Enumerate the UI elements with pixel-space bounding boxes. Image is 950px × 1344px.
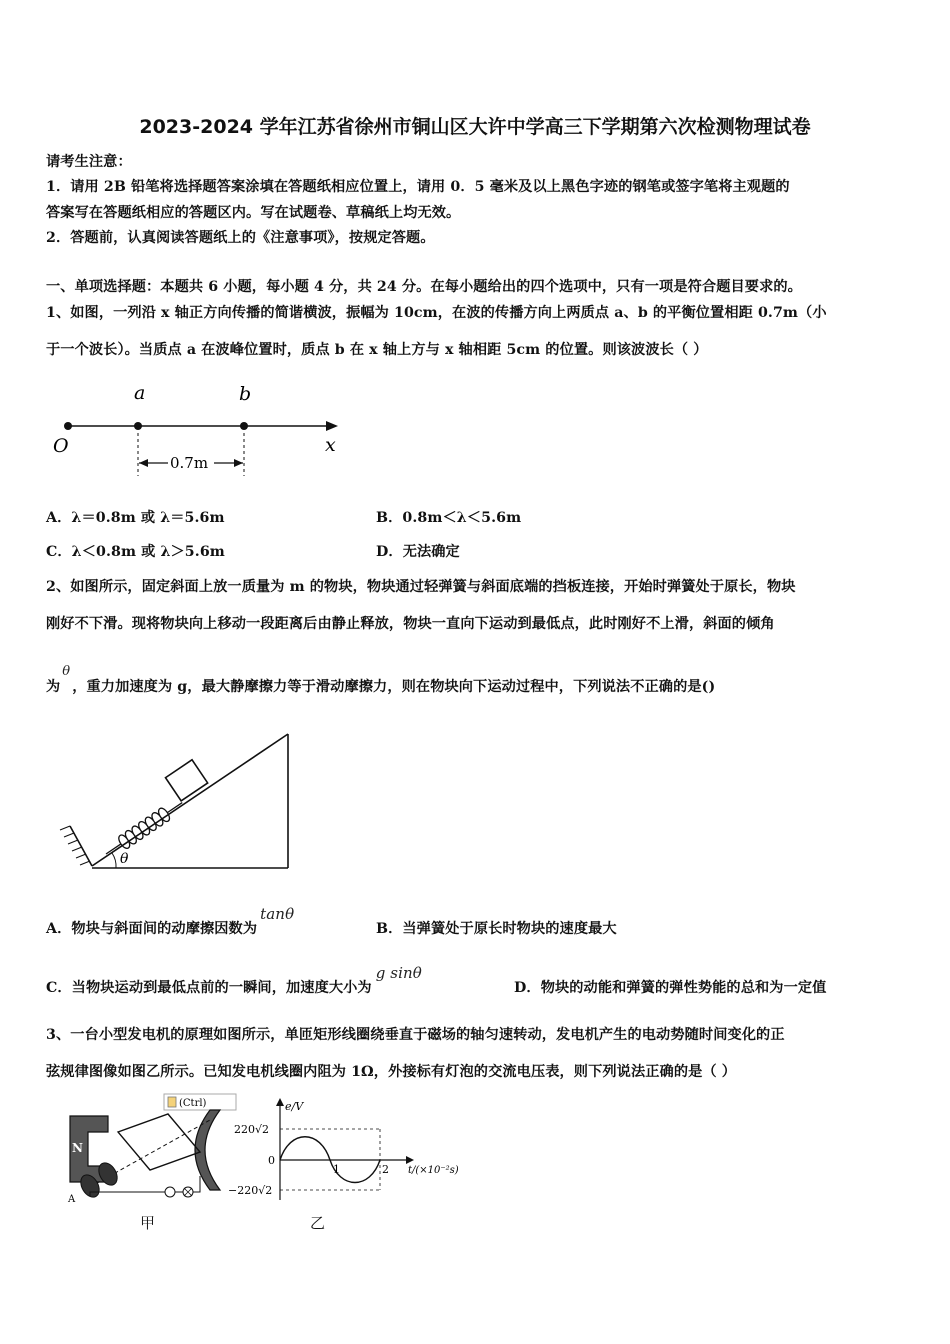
q2-option-a-text: A．物块与斜面间的动摩擦因数为: [46, 921, 258, 937]
dim-arrowhead-left: [139, 459, 148, 467]
dim-arrowhead-right: [234, 459, 243, 467]
q3-text-line-1: 3、一台小型发电机的原理如图所示，单匝矩形线圈绕垂直于磁场的轴匀速转动，发电机产生的电动势随时间变化的正: [46, 1027, 785, 1043]
q2-line-3-rest: ，重力加速度为 g，最大静摩擦力等于滑动摩擦力，则在物块向下运动过程中，下列说法不正确的是(): [72, 679, 716, 695]
tan-theta-math: tanθ: [260, 905, 295, 923]
angle-arc: [112, 853, 116, 868]
y-axis-label: e/V: [285, 1100, 304, 1113]
wall-line: [70, 826, 92, 866]
x-tick-2: 2: [382, 1163, 389, 1176]
page-title: 2023-2024 学年江苏省徐州市铜山区大许中学高三下学期第六次检测物理试卷: [139, 116, 811, 138]
label-b: b: [239, 383, 252, 405]
ctrl-label: (Ctrl): [179, 1098, 207, 1109]
label-a: a: [134, 382, 146, 404]
slip-ring-1: [95, 1160, 121, 1189]
distance-label: 0.7m: [170, 454, 209, 472]
x-axis-arrow-yi: [406, 1156, 414, 1164]
notice-item-2: 2．答题前，认真阅读答题纸上的《注意事项》，按规定答题。: [46, 230, 435, 246]
voltmeter-icon: [165, 1187, 175, 1197]
g-sin-theta-math: g sinθ: [375, 964, 422, 982]
point-b: [240, 422, 248, 430]
q2-text-line-2: 刚好不下滑。现将物块向上移动一段距离后由静止释放，物块一直向下运动到最低点，此时刚好不上滑，斜面的倾角: [46, 616, 775, 632]
x-axis-arrow: [326, 421, 338, 431]
wall-hatching: [60, 826, 90, 865]
q2-option-a: [46, 905, 295, 938]
notice-item-1-line-1: 1．请用 2B 铅笔将选择题答案涂填在答题纸相应位置上，请用 0．5 毫米及以上黑色字迹的钢笔或签字笔将主观题的: [46, 179, 790, 195]
q2-text-line-3: [46, 664, 716, 696]
q2-option-b: B．当弹簧处于原长时物块的速度最大: [376, 921, 617, 937]
q3-figure-jia: [60, 1092, 240, 1207]
q1-option-c: C．λ＜0.8m 或 λ＞5.6m: [46, 544, 225, 560]
theta-symbol: θ: [62, 664, 71, 679]
section-1-heading: 一、单项选择题：本题共 6 小题，每小题 4 分，共 24 分。在每小题给出的四个选项中，只有一项是符合题目要求的。: [46, 279, 802, 295]
angle-label: θ: [120, 851, 129, 867]
y-tick-top: 220√2: [234, 1123, 270, 1136]
figure-jia-caption: 甲: [140, 1214, 156, 1232]
incline-surface: [92, 734, 288, 866]
clipboard-icon: [168, 1097, 176, 1107]
q2-text-line-1: 2、如图所示，固定斜面上放一质量为 m 的物块，物块通过轻弹簧与斜面底端的挡板连接，开始时弹簧处于原长，物块: [46, 579, 796, 595]
y-tick-zero: 0: [268, 1154, 275, 1167]
notice-heading: 请考生注意：: [46, 154, 132, 170]
block: [165, 760, 207, 801]
y-tick-bottom: −220√2: [228, 1184, 273, 1197]
y-axis-arrow: [276, 1098, 284, 1106]
x-tick-1: 1: [333, 1163, 340, 1176]
q2-figure: [52, 726, 302, 876]
label-x: x: [325, 434, 336, 456]
x-axis-label: t/(×10⁻²s): [408, 1165, 459, 1176]
q3-figure-yi: [228, 1096, 478, 1206]
q1-text-line-2: 于一个波长）。当质点 a 在波峰位置时，质点 b 在 x 轴上方与 x 轴相距 5cm 的位置。则该波波长（ ）: [46, 342, 708, 358]
label-o: O: [53, 435, 69, 457]
point-a: [134, 422, 142, 430]
notice-item-1-line-2: 答案写在答题纸相应的答题区内。写在试题卷、草稿纸上均无效。: [46, 205, 461, 221]
q1-option-b: B．0.8m＜λ＜5.6m: [376, 510, 522, 526]
q2-line-3-prefix: 为: [46, 679, 61, 695]
q1-figure: [46, 378, 356, 478]
q1-option-d: D．无法确定: [376, 544, 460, 560]
q2-option-c: [46, 964, 422, 997]
terminal-label: A: [68, 1194, 76, 1205]
q2-option-c-text: C．当物块运动到最低点前的一瞬间，加速度大小为: [46, 980, 372, 996]
spring: [89, 760, 213, 860]
point-o: [64, 422, 72, 430]
q1-option-a: A．λ＝0.8m 或 λ＝5.6m: [46, 510, 225, 526]
q2-option-d: D．物块的动能和弹簧的弹性势能的总和为一定值: [514, 980, 827, 996]
figure-yi-caption: 乙: [310, 1214, 326, 1232]
q3-text-line-2: 弦规律图像如图乙所示。已知发电机线圈内阻为 1Ω，外接标有灯泡的交流电压表，则下列说法正确的是（ ）: [46, 1064, 737, 1080]
magnet-n-label: N: [72, 1141, 83, 1155]
coil: [118, 1114, 200, 1170]
q1-text-line-1: 1、如图，一列沿 x 轴正方向传播的简谐横波，振幅为 10cm，在波的传播方向上两质点 a、b 的平衡位置相距 0.7m（小: [46, 305, 827, 321]
